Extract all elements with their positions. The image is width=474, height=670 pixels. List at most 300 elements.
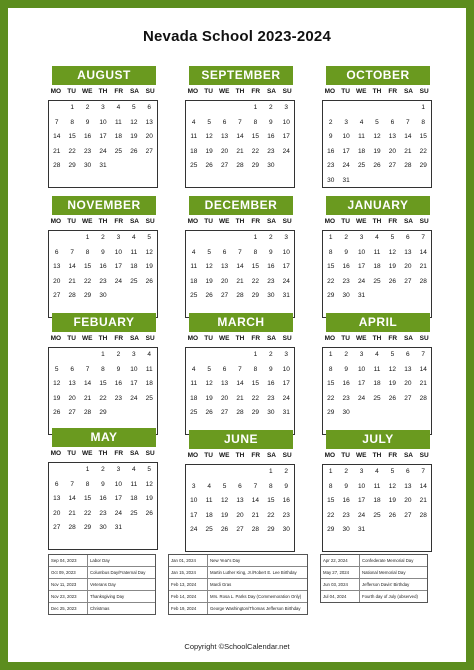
weekday-label: SA xyxy=(403,335,413,342)
day-cell: 27 xyxy=(68,409,76,416)
day-cell xyxy=(416,289,431,304)
week-row xyxy=(49,159,157,174)
day-cell: 5 xyxy=(207,118,211,126)
day-cell: 27 xyxy=(53,292,61,299)
day-cell: 2 xyxy=(101,466,105,473)
weekday-label: WE xyxy=(356,452,367,459)
day-cell: 4 xyxy=(191,248,196,256)
day-cell xyxy=(279,538,294,553)
day-cell: 17 xyxy=(114,263,123,270)
week-row xyxy=(323,406,431,421)
weekday-label: WE xyxy=(356,218,367,225)
day-cell: 28 xyxy=(251,526,260,533)
day-cell xyxy=(142,521,157,536)
week-row xyxy=(49,275,157,290)
day-cell: 14 xyxy=(68,263,76,270)
day-cell xyxy=(354,406,369,421)
week-row xyxy=(186,174,294,189)
day-cell: 5 xyxy=(207,248,211,256)
day-cell: 1 xyxy=(328,351,333,358)
day-cell: 14 xyxy=(53,133,61,140)
week-row xyxy=(49,363,157,378)
day-cell: 6 xyxy=(54,248,59,256)
day-cell: 20 xyxy=(388,147,397,155)
day-cell: 11 xyxy=(115,118,122,126)
day-cell: 28 xyxy=(68,524,76,531)
week-row xyxy=(186,523,294,538)
day-cell: 5 xyxy=(390,468,395,475)
day-cell: 13 xyxy=(404,365,412,373)
day-cell: 24 xyxy=(190,526,198,533)
day-cell: 16 xyxy=(267,133,275,140)
day-cell: 17 xyxy=(357,497,366,504)
day-cell: 18 xyxy=(190,147,198,155)
week-row xyxy=(49,492,157,507)
holiday-row xyxy=(169,567,307,579)
day-cell: 3 xyxy=(359,234,364,241)
day-cell: 21 xyxy=(419,380,427,387)
week-row xyxy=(323,363,431,378)
day-cell: 16 xyxy=(267,380,275,387)
day-cell xyxy=(186,538,201,553)
weekday-label: WE xyxy=(219,452,230,459)
day-cell: 10 xyxy=(190,497,198,504)
weekday-label: TU xyxy=(204,335,213,342)
day-cell xyxy=(186,231,201,246)
day-cell xyxy=(186,101,201,116)
day-cell: 16 xyxy=(114,380,123,387)
weekday-label: TH xyxy=(235,88,245,95)
day-cell: 7 xyxy=(421,468,426,475)
month-title: AUGUST xyxy=(52,66,156,85)
day-cell: 9 xyxy=(116,365,121,373)
day-grid xyxy=(185,100,295,188)
day-cell: 29 xyxy=(83,524,92,531)
day-cell: 24 xyxy=(357,394,366,402)
week-row xyxy=(49,406,157,421)
weekday-label: SA xyxy=(129,335,139,342)
week-row xyxy=(323,348,431,363)
day-cell xyxy=(111,289,126,304)
day-cell: 21 xyxy=(236,394,244,402)
day-cell: 17 xyxy=(357,263,366,270)
day-cell xyxy=(201,348,216,363)
day-cell: 9 xyxy=(269,248,273,256)
day-cell: 23 xyxy=(267,394,275,402)
day-cell: 29 xyxy=(68,162,76,169)
day-cell xyxy=(217,348,232,363)
day-cell: 3 xyxy=(359,468,364,475)
day-cell: 4 xyxy=(147,351,152,358)
day-cell: 20 xyxy=(404,497,412,504)
day-cell: 15 xyxy=(419,133,427,140)
day-cell: 24 xyxy=(282,147,290,155)
day-cell xyxy=(186,174,201,189)
day-cell: 21 xyxy=(53,147,61,155)
day-cell: 17 xyxy=(130,380,138,387)
day-cell: 5 xyxy=(147,234,152,241)
day-cell: 10 xyxy=(99,118,107,126)
weekday-header xyxy=(322,452,432,462)
day-cell xyxy=(416,406,431,421)
day-cell: 8 xyxy=(253,248,258,256)
day-cell: 12 xyxy=(53,380,61,387)
month-title: MAY xyxy=(52,428,156,447)
day-cell: 7 xyxy=(70,248,74,256)
week-row xyxy=(49,348,157,363)
day-cell: 15 xyxy=(327,263,335,270)
day-cell xyxy=(232,174,247,189)
day-cell: 17 xyxy=(357,380,366,387)
month-11 xyxy=(322,430,432,556)
week-row xyxy=(323,130,431,145)
day-cell: 30 xyxy=(99,524,107,531)
month-title: NOVEMBER xyxy=(52,196,156,215)
day-cell: 6 xyxy=(406,234,410,241)
day-cell: 12 xyxy=(388,365,397,373)
day-cell: 31 xyxy=(342,176,350,184)
weekday-label: WE xyxy=(219,335,230,342)
day-cell xyxy=(49,101,64,116)
day-cell: 16 xyxy=(99,495,107,502)
day-cell: 28 xyxy=(236,292,244,299)
day-cell: 14 xyxy=(236,263,244,270)
weekday-label: TH xyxy=(98,218,108,225)
weekday-label: TU xyxy=(67,335,76,342)
day-cell xyxy=(142,159,157,174)
week-row xyxy=(186,260,294,275)
day-cell: 9 xyxy=(344,248,348,256)
day-cell: 13 xyxy=(236,497,244,504)
day-cell: 27 xyxy=(220,162,229,169)
day-cell: 31 xyxy=(99,162,107,169)
page-title: Nevada School 2023-2024 xyxy=(142,28,332,45)
day-cell xyxy=(217,174,232,189)
day-cell: 10 xyxy=(357,365,366,373)
month-title: JULY xyxy=(326,430,430,449)
day-cell xyxy=(111,174,126,189)
weekday-header xyxy=(322,218,432,228)
weekday-label: TH xyxy=(235,452,245,459)
day-cell: 3 xyxy=(284,234,289,241)
holiday-table-1 xyxy=(168,554,308,615)
day-cell: 7 xyxy=(238,248,242,256)
day-cell: 31 xyxy=(357,526,366,533)
day-cell: 14 xyxy=(236,133,244,140)
day-cell: 20 xyxy=(53,277,61,285)
day-cell: 13 xyxy=(145,118,153,126)
day-cell: 20 xyxy=(145,133,153,140)
weekday-label: FR xyxy=(114,335,124,342)
weekday-label: TU xyxy=(341,335,350,342)
day-cell xyxy=(142,536,157,551)
month-0 xyxy=(48,66,158,192)
day-cell: 31 xyxy=(357,292,366,299)
day-cell: 25 xyxy=(190,162,198,169)
day-cell: 21 xyxy=(236,147,244,155)
day-cell: 29 xyxy=(251,409,260,416)
day-cell: 11 xyxy=(373,365,381,373)
day-cell: 16 xyxy=(282,497,290,504)
day-cell: 30 xyxy=(267,292,275,299)
month-title: MARCH xyxy=(189,313,293,332)
day-cell xyxy=(217,538,232,553)
day-cell: 12 xyxy=(145,248,153,256)
weekday-label: TH xyxy=(235,335,245,342)
day-grid xyxy=(322,464,432,552)
day-cell: 24 xyxy=(357,511,366,519)
holiday-date: Feb 13, 2024 xyxy=(169,579,208,590)
weekday-label: MO xyxy=(50,450,62,457)
day-cell: 9 xyxy=(328,133,333,140)
day-cell: 18 xyxy=(373,263,381,270)
day-cell: 1 xyxy=(253,234,258,241)
day-cell: 25 xyxy=(130,277,138,285)
holiday-name: Mrs. Rosa L. Parks Day (Commemoration Only) xyxy=(210,594,302,599)
day-cell: 7 xyxy=(238,118,242,126)
day-cell xyxy=(201,231,216,246)
month-1 xyxy=(185,66,295,192)
day-cell: 10 xyxy=(282,118,290,126)
day-cell xyxy=(111,536,126,551)
day-cell: 28 xyxy=(236,409,244,416)
day-cell xyxy=(400,523,415,538)
week-row xyxy=(323,116,431,131)
weekday-label: TH xyxy=(372,88,382,95)
week-row xyxy=(186,392,294,407)
holiday-name: Columbus Day/Fraternal Day xyxy=(90,570,146,575)
day-cell: 21 xyxy=(68,509,76,517)
day-cell xyxy=(126,159,141,174)
week-row xyxy=(186,145,294,160)
day-cell: 3 xyxy=(344,118,348,126)
day-cell: 27 xyxy=(220,292,229,299)
month-6 xyxy=(48,313,158,439)
day-cell xyxy=(369,101,384,116)
day-cell: 26 xyxy=(205,292,213,299)
week-row xyxy=(49,145,157,160)
day-cell xyxy=(369,523,384,538)
weekday-label: SU xyxy=(419,88,429,95)
day-cell xyxy=(369,406,384,421)
weekday-label: MO xyxy=(324,452,336,459)
day-cell xyxy=(385,538,400,553)
day-cell: 14 xyxy=(419,482,427,490)
day-cell: 27 xyxy=(145,147,153,155)
day-cell xyxy=(64,463,79,478)
holiday-name: Christmas xyxy=(90,606,110,611)
day-cell: 30 xyxy=(342,292,350,299)
week-row xyxy=(49,231,157,246)
day-cell: 6 xyxy=(390,118,395,126)
week-row xyxy=(186,130,294,145)
day-cell: 2 xyxy=(344,234,348,241)
day-cell: 21 xyxy=(68,277,76,285)
day-cell: 26 xyxy=(205,162,213,169)
day-cell: 29 xyxy=(251,292,260,299)
day-cell xyxy=(385,406,400,421)
weekday-label: WE xyxy=(82,450,93,457)
day-cell: 23 xyxy=(342,277,350,285)
day-cell: 17 xyxy=(282,263,290,270)
day-cell: 7 xyxy=(421,351,426,358)
week-row xyxy=(323,494,431,509)
day-cell: 10 xyxy=(282,365,290,373)
week-row xyxy=(323,538,431,553)
holiday-row xyxy=(49,555,155,567)
weekday-label: TU xyxy=(204,452,213,459)
weekday-label: MO xyxy=(187,452,199,459)
day-cell xyxy=(263,174,278,189)
day-cell: 3 xyxy=(101,104,105,111)
day-cell: 27 xyxy=(53,524,61,531)
week-row xyxy=(186,480,294,495)
holiday-row xyxy=(49,567,155,579)
weekday-label: SU xyxy=(145,335,155,342)
day-cell xyxy=(369,538,384,553)
day-cell: 24 xyxy=(357,277,366,285)
day-grid xyxy=(185,464,295,552)
day-cell: 29 xyxy=(327,292,335,299)
week-row xyxy=(186,348,294,363)
holiday-name: Labor Day xyxy=(90,558,110,563)
weekday-label: WE xyxy=(356,335,367,342)
day-cell: 8 xyxy=(85,480,90,488)
week-row xyxy=(186,101,294,116)
weekday-label: MO xyxy=(324,88,336,95)
day-cell xyxy=(416,523,431,538)
day-cell xyxy=(80,174,95,189)
day-cell: 2 xyxy=(269,351,273,358)
day-cell: 25 xyxy=(205,526,213,533)
day-cell: 30 xyxy=(342,526,350,533)
copyright-text: Copyright ©SchoolCalendar.net xyxy=(184,642,290,651)
month-title: JANUARY xyxy=(326,196,430,215)
day-cell: 12 xyxy=(388,248,397,256)
weekday-label: WE xyxy=(219,88,230,95)
weekday-header xyxy=(185,88,295,98)
day-cell: 6 xyxy=(222,118,227,126)
weekday-label: FR xyxy=(251,88,261,95)
week-row xyxy=(49,536,157,551)
day-cell xyxy=(232,231,247,246)
holiday-date: Jun 03, 2024 xyxy=(321,579,360,590)
day-cell: 15 xyxy=(251,380,260,387)
day-cell: 22 xyxy=(99,394,107,402)
day-cell: 1 xyxy=(70,104,74,111)
weekday-label: FR xyxy=(251,218,261,225)
day-cell xyxy=(354,538,369,553)
day-cell xyxy=(354,101,369,116)
day-cell: 16 xyxy=(342,380,350,387)
day-cell: 2 xyxy=(284,468,289,475)
holiday-row xyxy=(169,579,307,591)
weekday-label: TH xyxy=(372,218,382,225)
day-cell: 28 xyxy=(419,511,427,519)
day-cell xyxy=(126,406,141,421)
day-cell xyxy=(354,174,369,189)
day-cell: 8 xyxy=(253,365,258,373)
week-row xyxy=(186,465,294,480)
weekday-header xyxy=(48,450,158,460)
weekday-label: TU xyxy=(341,88,350,95)
weekday-header xyxy=(322,335,432,345)
day-cell: 19 xyxy=(145,495,153,502)
week-row xyxy=(323,377,431,392)
day-cell xyxy=(385,289,400,304)
day-cell: 26 xyxy=(130,147,138,155)
day-cell xyxy=(248,538,263,553)
day-cell: 26 xyxy=(145,277,153,285)
day-cell xyxy=(232,348,247,363)
day-cell: 24 xyxy=(114,277,123,285)
day-cell: 23 xyxy=(114,394,123,402)
day-cell: 15 xyxy=(251,133,260,140)
day-cell: 13 xyxy=(53,263,61,270)
day-cell: 3 xyxy=(191,482,196,490)
week-row xyxy=(49,463,157,478)
day-cell: 18 xyxy=(205,511,213,519)
day-cell xyxy=(400,101,415,116)
day-cell: 16 xyxy=(342,497,350,504)
week-row xyxy=(186,159,294,174)
week-row xyxy=(49,260,157,275)
day-cell: 19 xyxy=(205,277,213,285)
day-grid xyxy=(48,462,158,550)
day-cell: 20 xyxy=(404,263,412,270)
weekday-label: SU xyxy=(145,450,155,457)
week-row xyxy=(49,101,157,116)
day-cell: 23 xyxy=(99,509,107,517)
day-cell: 10 xyxy=(282,248,290,256)
day-cell xyxy=(126,536,141,551)
month-title: APRIL xyxy=(326,313,430,332)
day-cell xyxy=(64,348,79,363)
day-cell: 26 xyxy=(145,509,153,517)
week-row xyxy=(49,392,157,407)
weekday-label: FR xyxy=(251,335,261,342)
day-cell xyxy=(279,159,294,174)
holiday-name: Confederate Memorial Day xyxy=(362,558,414,563)
day-cell: 21 xyxy=(419,497,427,504)
weekday-label: TH xyxy=(98,88,108,95)
week-row xyxy=(49,521,157,536)
week-row xyxy=(323,275,431,290)
day-cell: 17 xyxy=(342,147,350,155)
day-cell xyxy=(49,463,64,478)
holiday-date: Apr 22, 2024 xyxy=(321,555,360,566)
weekday-label: FR xyxy=(388,218,398,225)
weekday-label: WE xyxy=(82,88,93,95)
day-cell: 23 xyxy=(342,511,350,519)
day-cell xyxy=(49,231,64,246)
month-title: SEPTEMBER xyxy=(189,66,293,85)
day-cell: 4 xyxy=(132,466,136,473)
day-cell: 4 xyxy=(375,468,379,475)
weekday-label: TU xyxy=(341,218,350,225)
weekday-label: WE xyxy=(82,335,93,342)
day-cell: 17 xyxy=(99,133,107,140)
day-cell: 9 xyxy=(101,480,105,488)
week-row xyxy=(49,174,157,189)
day-cell: 13 xyxy=(220,380,229,387)
day-cell: 13 xyxy=(404,482,412,490)
day-cell: 21 xyxy=(236,277,244,285)
day-cell: 12 xyxy=(373,133,381,140)
day-cell xyxy=(201,465,216,480)
weekday-label: TH xyxy=(372,452,382,459)
weekday-label: MO xyxy=(187,88,199,95)
